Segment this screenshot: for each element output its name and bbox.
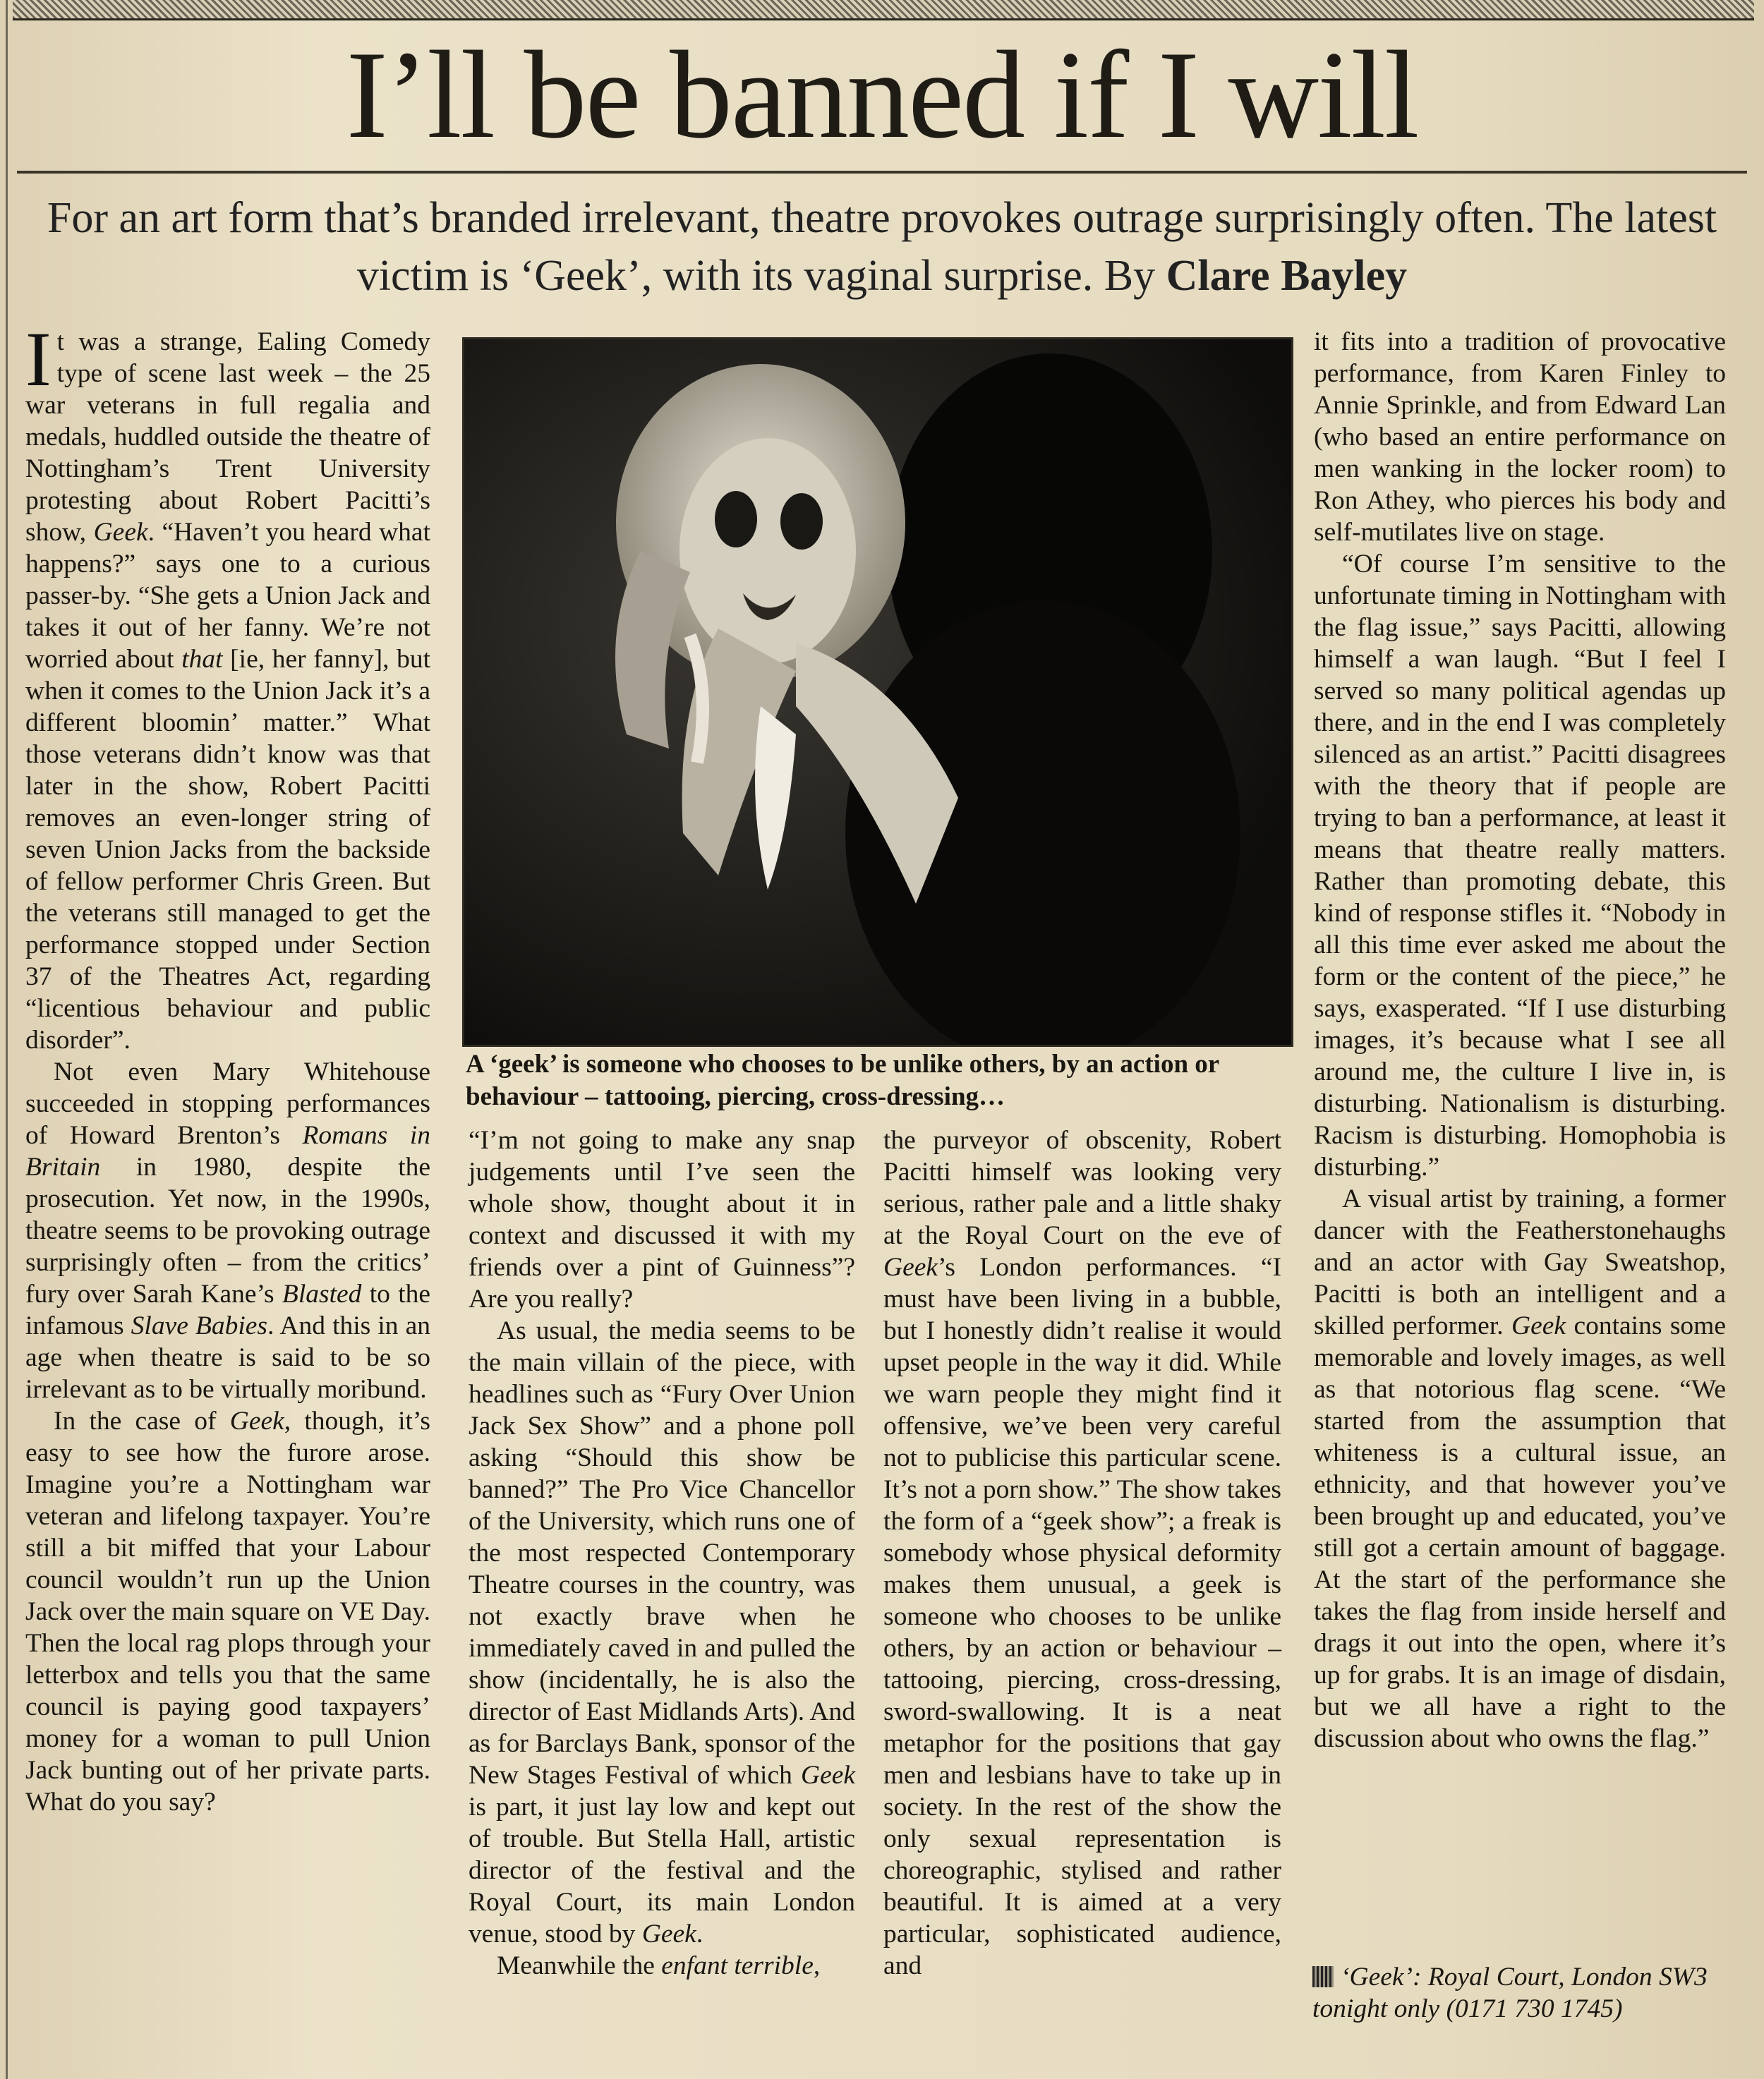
paragraph: the purveyor of obscenity, Robert Pacitti himself was looking very serious, rather pale and a little shaky at the Royal Court on the eve of Geek’s London performances. “I must have been living in a bubble, but I honestly didn’t realise it would upset people in the way it did. While we warn people they might find it offensive, we’ve been very careful not to publicise this particular scene. It’s not a porn show.” The show takes the form of a “geek show”; a freak is somebody whose physical deformity makes them unusual, a geek is someone who chooses to be unlike others, by an action or behaviour – tattooing, piercing, cross-dressing, sword-swallowing. It is a neat metaphor for the positions that gay men and lesbians have to take up in society. In the rest of the show the only sexual representation is choreographic, stylised and rather beautiful. It is aimed at a very particular, sophisticated audience, and — [883, 1126, 1281, 1980]
paragraph: As usual, the media seems to be the main villain of the piece, with headlines such as “Fury Over Union Jack Sex Show” and a phone poll asking “Should this show be banned?” The Pro Vice Chancellor of the University, which runs one of the most respected Contemporary Theatre courses in the country, was not exactly brave when he immediately caved in and pulled the show (incidentally, he is also the director of East Midlands Arts). And as for Barclays Bank, sponsor of the New Stages Festival of which Geek is part, it just lay low and kept out of trouble. But Stella Hall, artistic director of the festival and the Royal Court, its main London venue, stood by Geek. — [469, 1316, 856, 1948]
standfirst-text: For an art form that’s branded irrelevant, theatre provokes outrage surprisingly often. The latest victim is ‘Geek’, with its vaginal surprise. By — [47, 194, 1717, 300]
article-column-2 — [469, 1125, 855, 1982]
article-column-3 — [883, 1125, 1281, 1982]
byline-author: Clare Bayley — [1166, 252, 1408, 300]
article-column-1 — [25, 316, 431, 1818]
listing-square-icon — [1312, 1966, 1334, 1987]
headline: I’ll be banned if I will — [346, 25, 1418, 164]
paragraph: Not even Mary Whitehouse succeeded in stopping performances of Howard Brenton’s Romans in Britain in 1980, despite the prosecution. Yet now, in the 1990s, theatre seems to be provoking outrage surprisingly often – from the critics’ fury over Sarah Kane’s Blasted to the infamous Slave Babies. And this in an age when theatre is said to be so irrelevant as to be virtually moribund. — [25, 1057, 431, 1404]
paragraph: “I’m not going to make any snap judgements until I’ve seen the whole show, thought about it in context and discussed it with my friends over a pint of Guinness”? Are you really? — [469, 1126, 855, 1314]
performance-listing: ‘Geek’: Royal Court, London SW3 tonight only (0171 730 1745) — [1312, 1963, 1708, 2023]
show-title: Geek — [641, 1920, 696, 1948]
standfirst — [28, 189, 1736, 305]
paragraph: A visual artist by training, a former dancer with the Featherstonehaughs and an actor with Gay Sweatshop, Pacitti is both an intelligent and a skilled performer. Geek contains some memorable and lovely images, as well as that notorious flag scene. “We started from the assumption that whiteness is a cultural issue, an ethnicity, and that however you’ve been brought up and educated, you’ve still got a certain amount of baggage. At the start of the performance she takes the flag from inside herself and drags it out into the open, where it’s up for grabs. It is an image of disdain, but we all have a right to the discussion about who owns the flag.” — [1314, 1184, 1726, 1753]
show-title: Geek — [93, 518, 148, 547]
show-title: Geek — [1511, 1311, 1566, 1340]
headline-rule — [17, 171, 1747, 174]
paragraph: It was a strange, Ealing Comedy type of scene last week – the 25 war veterans in full regalia and medals, huddled outside the theatre of Nottingham’s Trent University protesting about Robert Pacitti’s show, Geek. “Haven’t you heard what happens?” says one to a curious passer-by. “She gets a Union Jack and takes it out of her fanny. We’re not worried about that [ie, her fanny], but when it comes to the Union Jack it’s a different bloomin’ matter.” What those veterans didn’t know was that later in the show, Robert Pacitti removes an even-longer string of seven Union Jacks from the backside of fellow performer Chris Green. But the veterans still managed to get the performance stopped under Section 37 of the Theatres Act, regarding “licentious behaviour and public disorder”. — [25, 316, 430, 1055]
show-title: Geek — [883, 1253, 938, 1282]
top-hatched-rule — [13, 0, 1754, 20]
paragraph: it fits into a tradition of provocative performance, from Karen Finley to Annie Sprinkle, and from Edward Lan (who based an entire performance on men wanking in the locker room) to Ron Athey, who pierces his body and self-mutilates live on stage. — [1314, 327, 1726, 547]
photo-caption: A ‘geek’ is someone who chooses to be unlike others, by an action or behaviour – tattooing, piercing, cross-dressing… — [466, 1050, 1219, 1111]
show-title: Geek — [229, 1407, 284, 1436]
paragraph: “Of course I’m sensitive to the unfortunate timing in Nottingham with the flag issue,” says Pacitti, allowing himself a wan laugh. “But I feel I served so many political agendas up there, and in the end I was completely silenced as an artist.” Pacitti disagrees with the theory that if people are trying to ban a performance, at least it means that theatre really matters. Rather than promoting debate, this kind of response stifles it. “Nobody in all this time ever asked me about the form or the content of the piece,” he says, exasperated. “If I use disturbing images, it’s because what I see all around me, the culture I live in, is disturbing. Nationalism is disturbing. Racism is disturbing. Homophobia is disturbing.” — [1314, 550, 1726, 1182]
play-title: Slave Babies — [131, 1311, 268, 1340]
play-title: Blasted — [282, 1280, 362, 1309]
performer-photo-image — [464, 339, 1291, 1045]
performer-photo — [462, 337, 1293, 1047]
play-title: Romans in Britain — [25, 1121, 431, 1182]
drop-cap: I — [25, 316, 52, 402]
paragraph: In the case of Geek, though, it’s easy to see how the furore arose. Imagine you’re a Nottingham war veteran and lifelong taxpayer. You’re still a bit miffed that your Labour council wouldn’t run up the Union Jack over the main square on VE Day. Then the local rag plops through your letterbox and tells you that the same council is paying good taxpayers’ money for a woman to pull Union Jack bunting out of her private parts. What do you say? — [25, 1407, 430, 1817]
article-column-4 — [1314, 326, 1726, 1754]
show-title: Geek — [801, 1761, 856, 1790]
paragraph: Meanwhile the enfant terrible, — [497, 1951, 821, 1980]
left-edge-rule — [6, 0, 8, 2079]
